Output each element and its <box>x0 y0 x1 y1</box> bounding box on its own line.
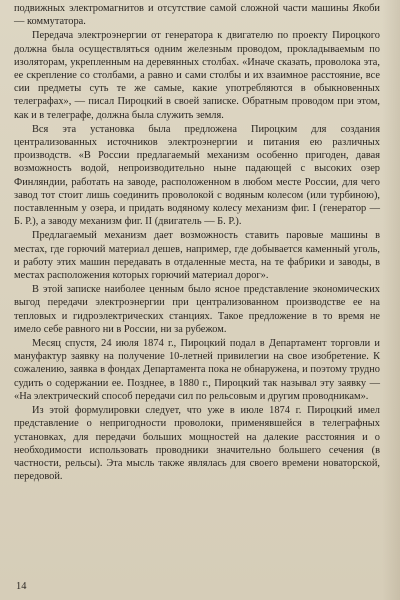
paragraph-privilege-application: Месяц спустя, 24 июля 1874 г., Пироцкий подал в Департамент торговли и мануфактур заявку на получение 10-летней привилегии на свое изобретение. К сожалению, заявка в фондах Департамента пока не обнаружена, и поэтому трудно судить о содержании ее. Позднее, в 1880 г., Пироцкий так называл эту заявку — «На электрический способ передачи сил по рельсовым и другим проводникам». <box>14 338 380 402</box>
paragraph-economics: В этой записке наиболее ценным было ясное представление экономических выгод передачи электроэнергии при централизованном производстве ее на тепловых и гидроэлектрических станциях. Такое предложение в то время не имело себе равного ни в России, ни за рубежом. <box>14 284 380 335</box>
paragraph-installation: Вся эта установка была предложена Пироцким для создания централизованных источников электроэнергии и питания ею различных производств. «В России предлагаемый механизм особенно пригоден, давая возможность водой, непроизводительно ныне падающей с высоких озер Финляндии, работать на заводе, расположенном в любом месте России, для чего завод тот стоит лишь соединить проволокой с водяным колесом (или турбиною), поставленным у озера, и придать водяному колесу механизм фиг. I (генератор — Б. Р.), а заводу механизм фиг. II (двигатель — Б. Р.). <box>14 123 380 228</box>
page-number: 14 <box>16 581 27 592</box>
paragraph-transmission: Передача электроэнергии от генератора к двигателю по проекту Пироцкого должна была осуществляться одним железным проводом, прокладываемым по изоляторам, укрепленным на деревянных столбах. «Иначе сказать, проволока эта, ее скрепление со столбами, а равно и сами столбы и их взаимное расстояние, все сии предметы суть те же самые, какие употребляются в обыкновенных телеграфах», — писал Пироцкий в своей записке. Обратным проводом при этом, как и в телеграфе, должна была служить земля. <box>14 30 380 121</box>
paragraph-formulation: Из этой формулировки следует, что уже в июле 1874 г. Пироцкий имел представление о непригодности проволоки, применявшейся в телеграфных установках, для передачи больших мощностей на далекие расстояния и о необходимости использовать проводники значительно большего сечения (в частности, рельсы). Эта мысль также являлась для своего времени новаторской, передовой. <box>14 405 380 483</box>
paragraph-continuation: подвижных электромагнитов и отсутствие самой сложной части машины Якоби — коммутатора. <box>14 3 380 28</box>
paragraph-steam-engines: Предлагаемый механизм дает возможность ставить паровые машины в местах, где горючий материал дешев, например, где добывается каменный уголь, и работу этих машин передавать в отдаленные места, на те фабрики и заводы, в местах расположения которых горючий материал дорог». <box>14 230 380 282</box>
